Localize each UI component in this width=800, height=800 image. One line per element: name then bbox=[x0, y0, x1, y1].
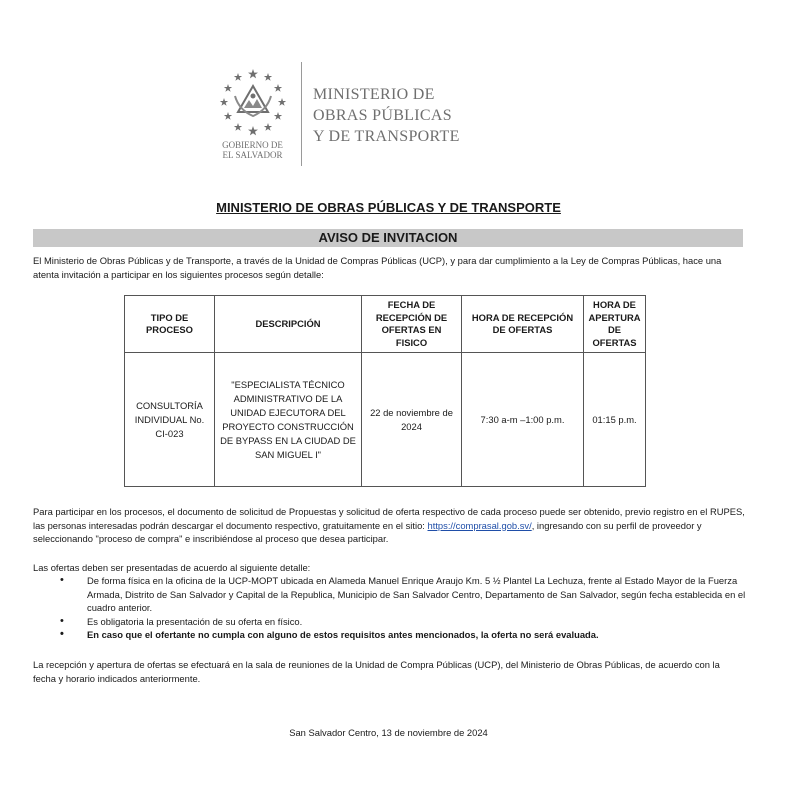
signature-line: San Salvador Centro, 13 de noviembre de 2024 bbox=[289, 727, 488, 738]
ministry-line-3: Y DE TRANSPORTE bbox=[313, 128, 460, 145]
header-hora-apertura: HORA DE APERTURA DE OFERTAS bbox=[584, 296, 646, 353]
header-fecha: FECHA DE RECEPCIÓN DE OFERTAS EN FISICO bbox=[362, 296, 462, 353]
list-item bbox=[60, 628, 746, 642]
list-item-text: De forma física en la oficina de la UCP-MOPT ubicada en Alameda Manuel Enrique Araujo Km. 5 ½ Plantel La Lechuza, frente al Estado Mayor de la Fuerza Armada, Distrito de San Salvador y Capital de la Republica, Municipio de San Salvador Centro, Departamento de San Salvador, según fecha establecida en el cuadro anterior. bbox=[87, 575, 746, 613]
table-header-row bbox=[125, 296, 646, 353]
notice-title-bar: AVISO DE INVITACION bbox=[33, 229, 743, 247]
list-item bbox=[60, 574, 746, 615]
header-logo bbox=[205, 62, 505, 172]
comprasal-link[interactable]: https://comprasal.gob.sv/ bbox=[427, 519, 532, 531]
cell-hora-apertura: 01:15 p.m. bbox=[584, 353, 646, 487]
cell-descripcion: "ESPECIALISTA TÉCNICO ADMINISTRATIVO DE LA UNIDAD EJECUTORA DEL PROYECTO CONSTRUCCIÓN DE BYPASS EN LA CIUDAD DE SAN MIGUEL I" bbox=[215, 353, 362, 487]
government-text bbox=[205, 140, 300, 160]
cell-fecha: 22 de noviembre de 2024 bbox=[362, 353, 462, 487]
closing-paragraph: La recepción y apertura de ofertas se efectuará en la sala de reuniones de la Unidad de Compra Públicas (UCP), del Ministerio de Obras Públicas, de acuerdo con la fecha y horario indicados anteriormente. bbox=[33, 659, 720, 684]
logo-divider bbox=[301, 62, 302, 166]
list-item bbox=[60, 615, 746, 629]
table-row bbox=[125, 353, 646, 487]
gov-line-1: GOBIERNO DE bbox=[222, 140, 283, 150]
header-descripcion: DESCRIPCIÓN bbox=[215, 296, 362, 353]
bullet-icon: • bbox=[60, 614, 64, 627]
gov-line-2: EL SALVADOR bbox=[222, 150, 283, 160]
bullet-icon: • bbox=[60, 574, 64, 586]
coat-of-arms-seal-icon bbox=[213, 66, 293, 138]
participation-text-after: , ingresando con su perfil de proveedor y seleccionando "proceso de compra" e inscribiéndose al proceso que desea participar. bbox=[33, 519, 702, 544]
ministry-name bbox=[313, 84, 460, 147]
participation-paragraph bbox=[33, 505, 745, 546]
ministry-line-1: MINISTERIO DE bbox=[313, 86, 435, 103]
ministry-line-2: OBRAS PÚBLICAS bbox=[313, 107, 452, 124]
intro-paragraph: El Ministerio de Obras Públicas y de Transporte, a través de la Unidad de Compras Públicas (UCP), y para dar cumplimiento a la Ley de Compras Públicas, hace una atenta invitación a participar en los siguientes procesos según detalle: bbox=[33, 255, 722, 280]
cell-tipo: CONSULTORÍA INDIVIDUAL No. CI-023 bbox=[125, 353, 215, 487]
offers-intro: Las ofertas deben ser presentadas de acuerdo al siguiente detalle: bbox=[33, 562, 311, 573]
document-title: MINISTERIO DE OBRAS PÚBLICAS Y DE TRANSPORTE bbox=[216, 200, 561, 215]
participation-text-before: Para participar en los procesos, el documento de solicitud de Propuestas y solicitud de oferta respectivo de cada proceso puede ser obtenido, previo registro en el RUPES, las personas interesadas podrán descargar el documento respectivo, gratuitamente en el sitio: bbox=[33, 506, 745, 531]
header-tipo: TIPO DE PROCESO bbox=[125, 296, 215, 353]
cell-hora-recepcion: 7:30 a-m –1:00 p.m. bbox=[462, 353, 584, 487]
list-item-text: En caso que el ofertante no cumpla con alguno de estos requisitos antes mencionados, la oferta no será evaluada. bbox=[87, 629, 599, 640]
requirements-list bbox=[60, 574, 746, 642]
header-hora-recepcion: HORA DE RECEPCIÓN DE OFERTAS bbox=[462, 296, 584, 353]
list-item-text: Es obligatoria la presentación de su oferta en físico. bbox=[87, 615, 303, 627]
bullet-icon: • bbox=[60, 628, 64, 640]
process-table bbox=[124, 295, 646, 487]
